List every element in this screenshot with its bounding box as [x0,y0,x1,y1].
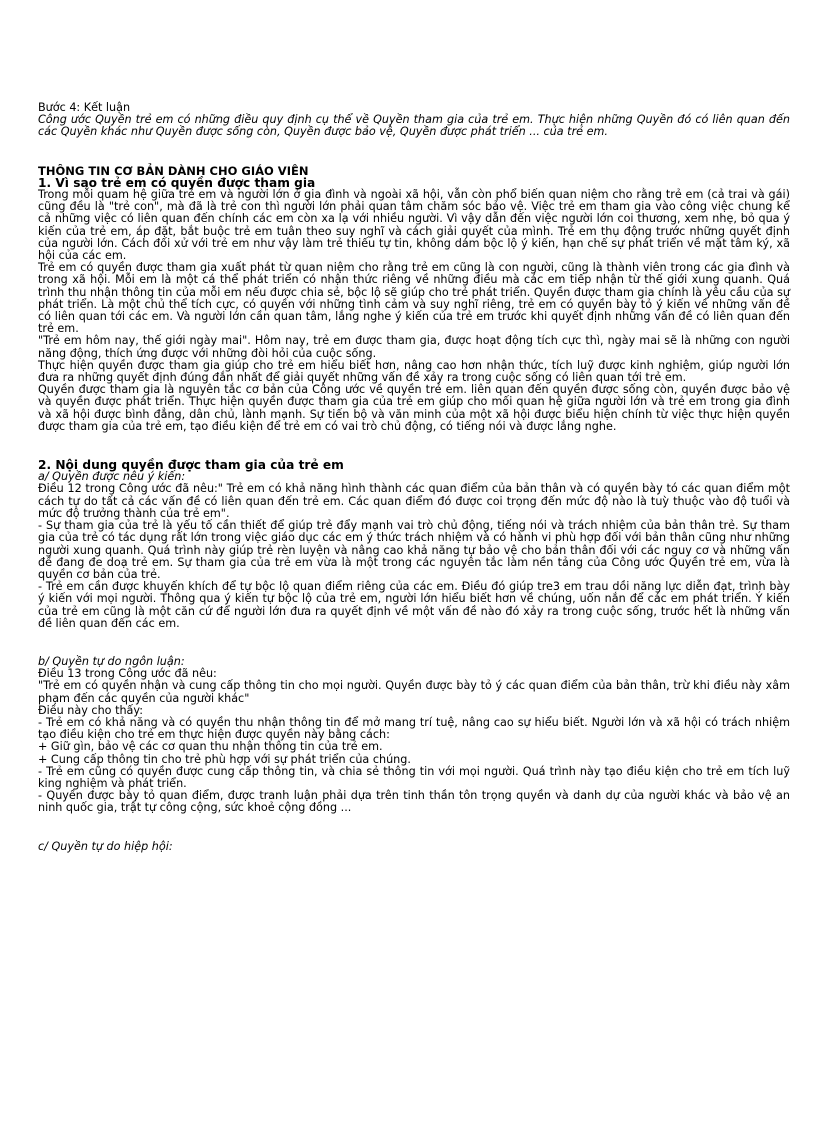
section2a-title: a/ Quyền được nêu ý kiến: [38,470,186,484]
step4-label: Bước 4: Kết luận [38,101,131,114]
section2b-line: Điều này cho thấy: [38,703,143,717]
section1-paragraph: "Trẻ em hôm nay, thế giới ngày mai". Hôm nay, trẻ em được tham gia, được hoạt động tích cực thì, ngày mai sẽ là những con người năng động, thích ứng được với những đòi hỏi của cuộc sống. [38,334,790,360]
section2c-title: c/ Quyền tự do hiệp hội: [38,839,173,853]
section2a-paragraph: Điều 12 trong Công ước đã nêu:" Trẻ em có khả năng hình thành các quan điểm của bản thân và có quyền bày tó các quan điểm một cách tự do tất cả các vấn đề có liên quan đến trẻ em. Các quan điểm đó được coi trọng đến mức độ nào là tuỳ thuộc vào độ tuổi và mức độ trưởng thành của trẻ em". [38,482,790,520]
step4-conclusion: Công ước Quyền trẻ em có những điều quy định cụ thể về Quyền tham gia của trẻ em. Thực hiện những Quyền đó có liên quan đến các Quyền khác như Quyền được sống còn, Quyền được bảo vệ, Quyền được phát triển ... của trẻ em. [38,113,790,139]
section1-paragraph: Quyền được tham gia là nguyên tắc cơ bản của Công ước về quyền trẻ em. liên quan đến quyền được sống còn, quyền được bảo vệ và quyền được phát triển. Thực hiện quyền được tham gia của trẻ em giúp cho mối quan hệ giữa người lớn và trẻ em trong gia đình và xã hội được bình đẳng, dân chủ, lành mạnh. Sự tiến bộ và văn minh của một xã hội được biểu hiện chính từ việc thực hiện quyền được tham gia của trẻ em, tạo điều kiện để trẻ em có vai trò chủ động, có tiếng nói và được lắng nghe. [38,383,790,433]
section2a-paragraph: - Trẻ em cần được khuyến khích để tự bộc lộ quan điểm riêng của các em. Điều đó giúp tre3 em trau dồi năng lực diễn đạt, trình bày ý kiến với mọi người. Thông qua ý kiến tự bộc lộ của trẻ em, người lớn hiểu biết hơn về chúng, uốn nắn để các em phát triển. Ý kiến của trẻ em cũng là một căn cứ để người lớn đưa ra quyết định về một vấn đề nào đó xảy ra trong cuộc sống, trước hết là những vấn đề liên quan đến các em. [38,580,790,630]
section2b-line: - Trẻ em có khả năng và có quyền thu nhận thông tin để mở mang trí tuệ, nâng cao sự hiểu biết. Người lớn và xã hội có trách nhiệm tạo điều kiện cho trẻ em thực hiện được quyền này bằng cách: [38,715,790,742]
section2b-line: - Quyền được bày tỏ quan điểm, được tranh luận phải dựa trên tinh thần tôn trọng quyền và danh dự của người khác và bảo vệ an ninh quốc gia, trật tự công cộng, sức khoẻ cộng đồng ... [38,789,790,815]
section1-paragraph: Trong mỗi quam hệ giữa trẻ em và người lớn ở gia đình và ngoài xã hội, vẫn còn phổ biến quan niệm cho rằng trẻ em (cả trai và gái) cũng đều là "trẻ con", mà đã là trẻ con thì người lớn phải quan tâm chăm sóc bảo vệ. Việc trẻ em tham gia vào công việc chung kể cả những việc có liên quan đến chính các em còn xa lạ với nhiều người. Vì vậy dẫn đến việc người lớn coi thương, xem nhẹ, bỏ qua ý kiến của trẻ em, áp đặt, bắt buộc trẻ em tuân theo suy nghĩ và cách giải quyết của mình. Trẻ em thụ động trước những quyết định của người lớn. Cách đối xử với trẻ em như vậy làm trẻ thiếu tự tin, không dám bộc lộ ý kiến, hạn chế sự phát triển về mặt tâm ký, xã hội của các em. [38,188,790,263]
section1-paragraph: Thực hiện quyền được tham gia giúp cho trẻ em hiểu biết hơn, nâng cao hơn nhận thức, tích luỹ được kinh nghiệm, giúp người lớn đưa ra những quyết định đúng đắn nhất để giải quyết những vấn đề xảy ra trong cuộc sống có liên quan tới trẻ em. [38,358,790,385]
document-body [38,102,790,853]
section2b-line: Điều 13 trong Công ước đã nêu: [38,667,217,681]
section2b-line: - Trẻ em cũng có quyền được cung cấp thông tin, và chia sẻ thông tin với mọi người. Quá trình này tạo điều kiện cho trẻ em tích luỹ king nghiệm và phát triển. [38,764,790,790]
section2a-paragraph: - Sự tham gia của trẻ là yếu tố cần thiết để giúp trẻ đẩy mạnh vai trò chủ động, tiếng nói và trách nhiệm của bản thân trẻ. Sự tham gia của trẻ có tác dụng rất lớn trong việc giáo dục các em ý thức trách nhiệm và có hành vi phù hợp đối với bản thân cũng như những người xung quanh. Quá trình này giúp trẻ rèn luyện và nâng cao khả năng tự bảo vệ cho bản thân đối với các nguy cơ và những vấn đề đang đe doạ trẻ em. Sự tham gia của trẻ em vừa là một trong các nguyên tắc làm nền tảng của Công ước Quyền trẻ em, vừa là quyền cơ bản của trẻ. [38,519,790,581]
section1-heading: 1. Vì sao trẻ em có quyền được tham gia [38,175,316,190]
section2-heading: 2. Nội dung quyền được tham gia của trẻ em [38,458,344,473]
section2b-line: + Giữ gìn, bảo vệ các cơ quan thu nhận thông tin của trẻ em. [38,740,383,754]
section2b-title: b/ Quyền tự do ngôn luận: [38,654,185,668]
main-title: THÔNG TIN CƠ BẢN DÀNH CHO GIÁO VIÊN [38,163,309,178]
section1-paragraph: Trẻ em có quyền được tham gia xuất phát từ quan niệm cho rằng trẻ em cũng là con người, cũng là thành viên trong các gia đình và trong xã hội. Mỗi em là một cá thể phát triển có nhận thức riêng về những điều mà các em tiếp nhận từ thế giới xung quanh. Quá trình thu nhận thông tin của mỗi em nếu được chia sẻ, bộc lộ sẽ giúp cho trẻ phát triển. Quyền được tham gia chính là yêu cầu của sự phát triển. Là một chủ thể tích cực, có quyền với những tình cảm và suy nghĩ riêng, trẻ em có quyền bày tỏ ý kiến về những vấn đề có liên quan tới các em. Và người lớn cần quan tâm, lắng nghe ý kiến của trẻ em trước khi quyết định những vấn đề có liên quan đến trẻ em. [38,261,791,336]
section2b-line: "Trẻ em có quyền nhận và cung cấp thông tin cho mọi người. Quyền được bày tỏ ý các quan điểm của bản thân, trừ khi điều này xâm phạm đến các quyền của người khác" [38,679,790,705]
section2b-line: + Cung cấp thông tin cho trẻ phù hợp với sự phát triển của chúng. [38,752,411,766]
